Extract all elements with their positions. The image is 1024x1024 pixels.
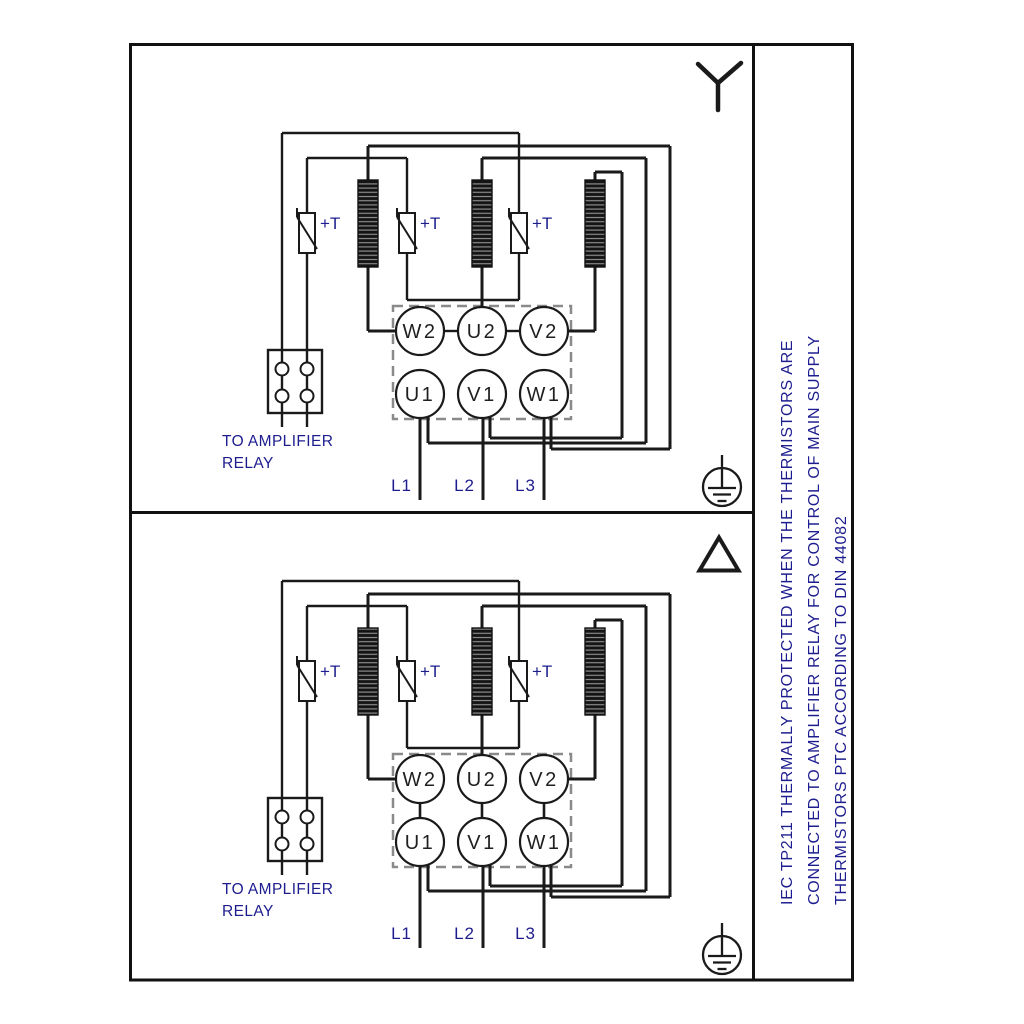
panel-star-connection	[222, 63, 741, 506]
terminal-label: W1	[526, 832, 562, 854]
terminal-label: V1	[467, 832, 497, 854]
thermistor-label: +T	[320, 214, 341, 233]
relay-caption-line2: RELAY	[222, 455, 274, 472]
terminal-label: U1	[404, 384, 436, 406]
terminal-label: W2	[402, 769, 438, 791]
motor-winding-coil	[585, 180, 605, 267]
thermistor-label: +T	[532, 214, 553, 233]
relay-terminal	[276, 363, 289, 376]
earth-ground-icon	[703, 455, 741, 506]
earth-ground-icon	[703, 923, 741, 974]
ptc-thermistor	[509, 656, 529, 701]
supply-line-label: L1	[391, 924, 412, 943]
note-sidebar	[779, 335, 850, 905]
thermistor-label: +T	[420, 214, 441, 233]
motor-winding-coil	[472, 628, 492, 715]
amplifier-relay-terminal-box	[268, 798, 322, 861]
motor-winding-coil	[472, 180, 492, 267]
terminal-label: W2	[402, 321, 438, 343]
ptc-thermistor	[397, 656, 417, 701]
relay-caption-line1: TO AMPLIFIER	[222, 881, 334, 898]
thermistor-label: +T	[420, 662, 441, 681]
sidebar-note-line: THERMISTORS PTC ACCORDING TO DIN 44082	[833, 515, 850, 905]
relay-caption-line2: RELAY	[222, 903, 274, 920]
supply-line-label: L2	[454, 476, 475, 495]
ptc-thermistor	[297, 656, 317, 701]
delta-connection-icon	[700, 538, 739, 571]
supply-line-label: L2	[454, 924, 475, 943]
ptc-thermistor	[397, 208, 417, 253]
relay-box	[268, 798, 322, 861]
amplifier-relay-terminal-box	[268, 350, 322, 413]
relay-caption-line1: TO AMPLIFIER	[222, 433, 334, 450]
ptc-thermistor	[509, 208, 529, 253]
terminal-label: V2	[529, 769, 559, 791]
relay-terminal	[301, 811, 314, 824]
relay-terminal	[301, 363, 314, 376]
relay-terminal	[301, 838, 314, 851]
relay-terminal	[276, 811, 289, 824]
supply-line-label: L1	[391, 476, 412, 495]
relay-box	[268, 350, 322, 413]
terminal-label: V1	[467, 384, 497, 406]
supply-line-label: L3	[515, 476, 536, 495]
motor-winding-coil	[358, 628, 378, 715]
sidebar-note-line: IEC TP211 THERMALLY PROTECTED WHEN THE THERMISTORS ARE	[779, 339, 796, 905]
star-symbol-stroke	[718, 63, 741, 83]
motor-winding-coil	[358, 180, 378, 267]
star-connection-icon	[698, 63, 741, 110]
terminal-label: U2	[466, 769, 498, 791]
sidebar-note-line: CONNECTED TO AMPLIFIER RELAY FOR CONTROL OF MAIN SUPPLY	[806, 335, 823, 905]
relay-terminal	[276, 838, 289, 851]
ptc-thermistor	[297, 208, 317, 253]
terminal-label: U1	[404, 832, 436, 854]
star-symbol-stroke	[698, 64, 718, 83]
relay-terminal	[301, 390, 314, 403]
panel-delta-connection	[222, 538, 741, 975]
supply-line-label: L3	[515, 924, 536, 943]
terminal-label: V2	[529, 321, 559, 343]
terminal-label: U2	[466, 321, 498, 343]
relay-terminal	[276, 390, 289, 403]
thermistor-label: +T	[320, 662, 341, 681]
thermistor-label: +T	[532, 662, 553, 681]
terminal-label: W1	[526, 384, 562, 406]
motor-winding-coil	[585, 628, 605, 715]
